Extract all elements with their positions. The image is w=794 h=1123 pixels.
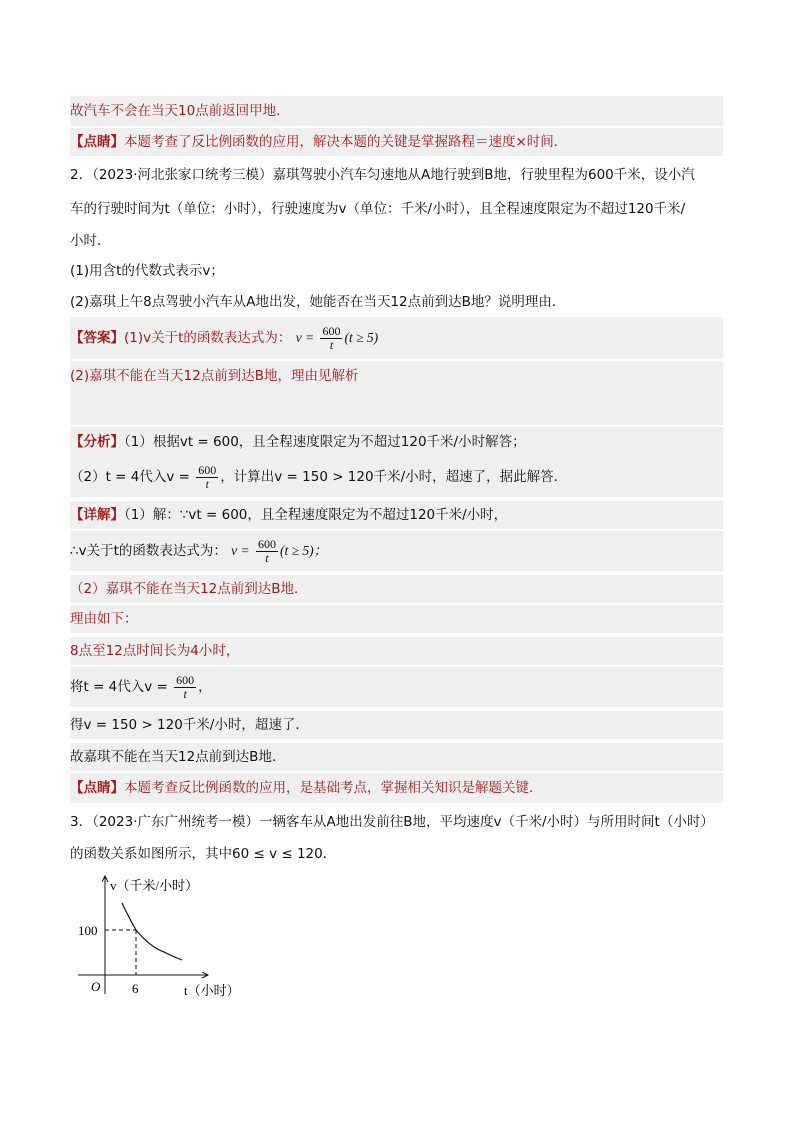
origin-label: O — [91, 979, 101, 994]
reason-text: 理由如下： — [70, 611, 138, 627]
q2-dianjing — [70, 773, 723, 803]
fraction-numerator: 600 — [198, 462, 217, 477]
q2-xiangjie-2 — [70, 531, 723, 571]
fraction-numerator: 600 — [257, 536, 276, 551]
answer-1-condition: (t ≥ 5) — [344, 330, 379, 345]
answer-1-lhs: v = — [295, 330, 315, 345]
hyperbola-curve — [122, 903, 182, 960]
q2-sub-question-1 — [70, 261, 723, 281]
q2-xiangjie-1 — [70, 501, 723, 529]
answer-2-text: (2)嘉琪不能在当天12点前到达B地，理由见解析 — [70, 368, 359, 384]
inverse-proportion-graph — [70, 870, 250, 1010]
q2-stem-line-3 — [70, 231, 723, 251]
q2-sub2-text: (2)嘉琪上午8点驾驶小汽车从A地出发，她能否在当天12点前到达B地？说明理由． — [70, 294, 566, 310]
answer-1-fraction — [320, 325, 342, 352]
fraction-numerator: 600 — [322, 323, 341, 338]
q2-substitute — [70, 667, 723, 707]
xiangjie-2-lhs: v = — [231, 543, 250, 558]
q2-reason — [70, 605, 723, 633]
substitute-fraction — [174, 674, 196, 701]
fenxi-2-suffix: ，计算出v = 150 > 120千米/小时，超速了，据此解答． — [220, 469, 568, 485]
q2-answer-1 — [70, 317, 723, 359]
fraction-denominator: t — [205, 476, 209, 491]
answer-1-prefix: (1)v关于t的函数表达式为： — [124, 330, 292, 346]
q2-stem-line-2-text: 车的行驶时间为t（单位：小时），行驶速度为v（单位：千米/小时），且全程速度限定为不超过120千米/ — [70, 201, 686, 217]
q2-stem-line-3-text: 小时． — [70, 233, 111, 249]
xiangjie-tag: 【详解】 — [70, 507, 124, 523]
x-tick-6: 6 — [132, 981, 139, 996]
fraction-denominator: t — [183, 686, 187, 701]
q3-stem-line-2 — [70, 844, 723, 864]
hours-text: 8点至12点时间长为4小时， — [70, 643, 240, 659]
q2-sub1-text: (1)用含t的代数式表示v； — [70, 263, 224, 279]
q2-result — [70, 711, 723, 739]
dianjing-tag: 【点睛】 — [70, 134, 124, 150]
answer-spacer — [70, 391, 723, 425]
q1-dianjing — [70, 128, 723, 156]
q2-xiangjie-3 — [70, 575, 723, 603]
q2-answer-2 — [70, 361, 723, 391]
result-text: 得v = 150 > 120千米/小时，超速了． — [70, 717, 309, 733]
xiangjie-3-text: （2）嘉琪不能在当天12点前到达B地． — [70, 581, 308, 597]
x-axis-label: t（小时） — [184, 983, 240, 998]
q2-conclusion — [70, 743, 723, 771]
q3-stem-line-2-text: 的函数关系如图所示，其中60 ≤ v ≤ 120． — [70, 846, 337, 862]
y-tick-100: 100 — [78, 923, 98, 938]
q2-sub-question-2 — [70, 292, 723, 312]
q2-stem-line-2 — [70, 199, 723, 219]
fraction-denominator: t — [329, 337, 334, 352]
q2-fenxi-2 — [70, 457, 723, 497]
q2-stem-line-1-text: 2．（2023·河北张家口统考三模）嘉琪驾驶小汽车匀速地从A地行驶到B地，行驶里程为600千米，设小汽 — [70, 167, 695, 183]
substitute-suffix: ， — [198, 679, 212, 695]
q2-fenxi-1 — [70, 427, 723, 457]
dianjing-tag: 【点睛】 — [70, 780, 124, 796]
fenxi-tag: 【分析】 — [70, 434, 124, 450]
fenxi-1-text: （1）根据vt = 600，且全程速度限定为不超过120千米/小时解答； — [124, 434, 526, 450]
q3-stem-line-1 — [70, 812, 723, 832]
substitute-prefix: 将t = 4代入v = — [70, 679, 168, 695]
answer-tag: 【答案】 — [70, 330, 124, 346]
q1-conclusion-text: 故汽车不会在当天10点前返回甲地． — [70, 103, 290, 119]
xiangjie-2-fraction — [256, 538, 278, 565]
xiangjie-2-prefix: ∴v关于t的函数表达式为： — [70, 543, 227, 559]
dianjing-text: 本题考查了反比例函数的应用，解决本题的关键是掌握路程＝速度×时间． — [124, 134, 568, 150]
fenxi-2-prefix: （2）t = 4代入v = — [70, 469, 190, 485]
q2-hours — [70, 637, 723, 665]
fenxi-2-fraction — [196, 464, 218, 491]
conclusion-text: 故嘉琪不能在当天12点前到达B地． — [70, 749, 286, 765]
fraction-numerator: 600 — [176, 672, 195, 687]
dianjing-text: 本题考查反比例函数的应用，是基础考点，掌握相关知识是解题关键． — [124, 780, 543, 796]
fraction-denominator: t — [265, 550, 269, 565]
xiangjie-2-condition: (t ≥ 5)； — [279, 543, 328, 558]
y-axis-label: v（千米/小时） — [110, 878, 199, 893]
q2-stem-line-1 — [70, 165, 723, 185]
q1-conclusion — [70, 96, 723, 126]
xiangjie-1-text: （1）解：∵vt = 600，且全程速度限定为不超过120千米/小时， — [124, 507, 508, 523]
q3-stem-line-1-text: 3．（2023·广东广州统考一模）一辆客车从A地出发前往B地，平均速度v（千米/小时）与所用时间t（小时） — [70, 814, 714, 830]
